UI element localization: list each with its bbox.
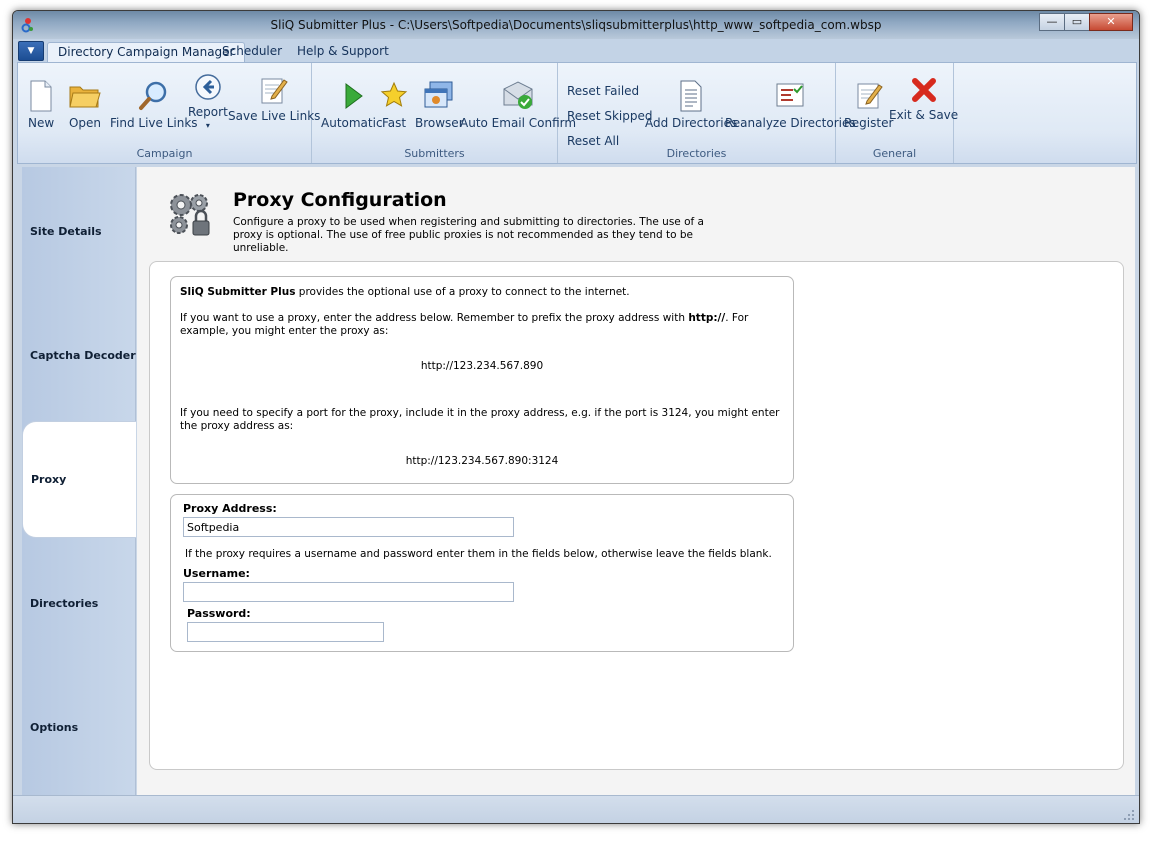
play-icon	[337, 79, 367, 113]
reset-skipped-button[interactable]: Reset Skipped	[567, 109, 653, 123]
sidebar-item-label: Directories	[30, 597, 99, 610]
save-live-links-label: Save Live Links	[228, 109, 321, 123]
notepad-pencil-icon	[258, 74, 290, 106]
report-button[interactable]	[188, 72, 228, 133]
group-general	[836, 63, 959, 163]
reset-failed-button[interactable]: Reset Failed	[567, 84, 640, 98]
group-submitters	[312, 63, 577, 163]
browser-button[interactable]	[415, 79, 464, 130]
auto-email-confirm-label: Auto Email Confirm	[460, 116, 577, 130]
proxy-port-example: http://123.234.567.890:3124	[405, 455, 559, 467]
sidebar-item-captcha-decoder[interactable]	[22, 297, 136, 414]
fast-label: Fast	[381, 116, 407, 130]
group-label-directories: Directories	[666, 147, 727, 160]
maximize-button[interactable]: ▭	[1064, 13, 1090, 31]
group-label-general: General	[872, 147, 917, 160]
report-label: Report	[188, 105, 228, 119]
exit-save-label: Exit & Save	[889, 108, 959, 122]
main-content	[137, 167, 1135, 795]
tab-directory-campaign-manager[interactable]: Directory Campaign Manager	[47, 42, 245, 63]
register-label: Register	[844, 116, 894, 130]
product-name: SliQ Submitter Plus	[180, 286, 296, 298]
sidebar	[22, 167, 136, 795]
browser-label: Browser	[415, 116, 464, 130]
credentials-note: If the proxy requires a username and password enter them in the fields below, otherwise leave the fields blank.	[185, 548, 772, 560]
document-list-icon	[676, 79, 706, 113]
tab-scheduler[interactable]: Scheduler	[222, 44, 283, 58]
app-menu-button[interactable]: ▼	[18, 41, 44, 61]
gears-lock-icon	[165, 189, 215, 239]
add-directories-label: Add Directories	[645, 116, 738, 130]
status-bar	[13, 795, 1139, 824]
chevron-down-icon: ▾	[205, 121, 210, 130]
proxy-panel	[149, 261, 1124, 770]
group-label-campaign: Campaign	[136, 147, 193, 160]
info-prefix-text-start: If you want to use a proxy, enter the address below. Remember to prefix the proxy address with	[180, 312, 689, 324]
open-button[interactable]	[68, 79, 102, 130]
info-prefix-text-end: . For example, you might enter the proxy as:	[180, 312, 749, 337]
reanalyze-directories-label: Reanalyze Directories	[725, 116, 856, 130]
find-live-links-button[interactable]	[110, 79, 198, 130]
sidebar-item-label: Proxy	[31, 473, 67, 486]
exit-save-button[interactable]	[889, 75, 958, 122]
automatic-label: Automatic	[321, 116, 383, 130]
page-title: Proxy Configuration	[233, 189, 447, 211]
sidebar-item-options[interactable]	[22, 669, 136, 786]
browser-window-icon	[422, 79, 456, 113]
open-folder-icon	[68, 79, 102, 113]
new-document-icon	[28, 79, 54, 113]
resize-grip-icon[interactable]	[1123, 809, 1135, 821]
sidebar-item-proxy[interactable]	[22, 421, 136, 538]
minimize-button[interactable]: —	[1039, 13, 1065, 31]
new-button[interactable]	[28, 79, 54, 130]
proxy-info-box	[170, 276, 794, 484]
page-description: Configure a proxy to be used when registering and submitting to directories. The use of a proxy is optional. The use of free public proxies is not recommended as they tend to be unreliable.	[233, 216, 704, 254]
sidebar-item-label: Captcha Decoder	[30, 349, 136, 362]
register-button[interactable]	[844, 79, 893, 130]
proxy-example: http://123.234.567.890	[420, 360, 544, 372]
back-arrow-icon	[193, 72, 223, 102]
sidebar-item-directories[interactable]	[22, 545, 136, 662]
register-pencil-icon	[854, 79, 884, 113]
new-label: New	[28, 116, 55, 130]
checklist-icon	[773, 79, 807, 113]
ribbon-tab-row	[13, 39, 1139, 63]
http-prefix: http://	[688, 312, 726, 324]
tab-help-support[interactable]: Help & Support	[297, 44, 389, 58]
reset-all-button[interactable]: Reset All	[567, 134, 620, 148]
star-icon	[379, 79, 409, 113]
username-input[interactable]	[183, 582, 514, 602]
group-directories	[558, 63, 856, 163]
group-label-submitters: Submitters	[404, 147, 465, 160]
close-button[interactable]: ✕	[1089, 13, 1133, 31]
add-directories-button[interactable]	[645, 79, 737, 130]
title-bar[interactable]	[13, 11, 1139, 39]
password-label: Password:	[187, 607, 251, 620]
info-prefix-instruction	[180, 312, 784, 338]
password-input[interactable]	[187, 622, 384, 642]
open-label: Open	[68, 116, 102, 130]
fast-button[interactable]	[379, 79, 409, 130]
proxy-address-input[interactable]	[183, 517, 514, 537]
proxy-form-box	[170, 494, 794, 652]
window-title: SliQ Submitter Plus - C:\Users\Softpedia\Documents\sliqsubmitterplus\http_www_softpedia_com.wbsp	[270, 18, 882, 32]
save-live-links-button[interactable]	[228, 74, 320, 123]
sidebar-item-label: Site Details	[30, 225, 102, 238]
proxy-address-label: Proxy Address:	[183, 502, 277, 515]
app-window	[12, 10, 1140, 824]
info-intro-text: provides the optional use of a proxy to connect to the internet.	[295, 286, 630, 298]
ribbon	[17, 62, 1137, 164]
info-port-instruction: If you need to specify a port for the proxy, include it in the proxy address, e.g. if the port is 3124, you might enter the proxy address as:	[180, 407, 780, 432]
info-intro	[180, 286, 784, 299]
group-campaign	[18, 63, 321, 163]
sidebar-item-site-details[interactable]	[22, 173, 136, 290]
find-live-links-label: Find Live Links	[110, 116, 198, 130]
email-check-icon	[500, 79, 536, 113]
magnifier-icon	[137, 79, 171, 113]
sidebar-item-label: Options	[30, 721, 79, 734]
username-label: Username:	[183, 567, 250, 580]
exit-x-icon	[909, 75, 939, 105]
window-controls	[1039, 13, 1133, 31]
automatic-button[interactable]	[321, 79, 383, 130]
